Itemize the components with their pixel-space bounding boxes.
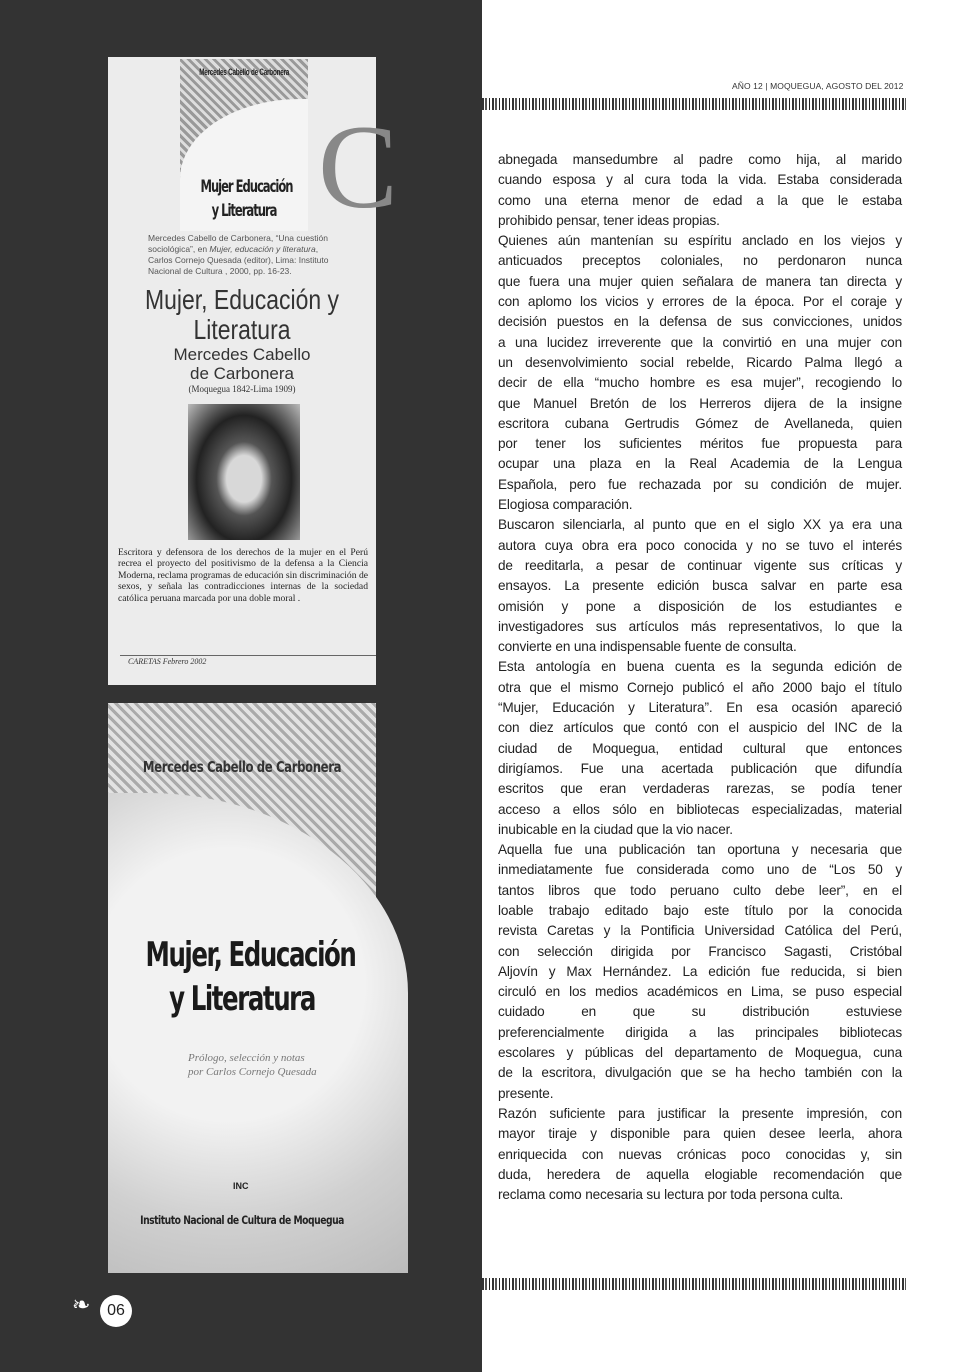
text-line: otra que el mismo Cornejo publicó el año 2000 bajo el título (498, 679, 902, 695)
paragraph (498, 515, 902, 657)
text-line: que Manuel Bretón de los Herreros dijera de la insigne (498, 395, 902, 411)
paragraph (498, 231, 902, 515)
text-line: prohibido pensar, tener ideas propias. (498, 212, 720, 228)
text-line: de reeditarla, a pesar de continuar vigente sus críticas y (498, 557, 902, 573)
text-line: cuando esposa y al cura toda la vida. Estaba considerada (498, 172, 902, 188)
book-title-line: Literatura (193, 314, 291, 345)
paragraph (498, 150, 902, 231)
text-line: dirigíamos. Fue una acertada publicación que difundía (498, 760, 902, 776)
text-line: autora cuya obra era poco conocida y no se tuvo el interés (498, 537, 902, 553)
thumb-title: y Literatura (211, 201, 277, 221)
text-line: Esta antología en buena cuenta es la segunda edición de (498, 659, 902, 675)
book-cover-thumbnail (180, 59, 308, 231)
text-line: por tener los suficientes méritos fue propuesta para (498, 436, 902, 452)
text-line: abnegada mansedumbre al padre como hija, al marido (498, 152, 902, 167)
text-line: “Mujer, Educación y Literatura”. En esa ocasión apareció (498, 700, 902, 716)
cover-illustration (108, 793, 408, 1273)
caption-text: Mercedes Cabello de Carbonera, “Una cuestión sociológica”, en (148, 233, 329, 254)
text-line: con diez artículos que contó con el auspicio del INC de la (498, 720, 902, 736)
text-line: a una lucidez irreverente que la convirtió en una mujer con (498, 334, 902, 350)
thumb-author: Mercedes Cabello de Carbonera (199, 67, 290, 77)
text-line: preferencialmente dirigida a las principales bibliotecas (498, 1024, 902, 1040)
book-title-line: Mujer, Educación y (144, 284, 339, 315)
text-line: tantos libros que todo peruano culto debe leer”, en el (498, 882, 902, 898)
issue-header: AÑO 12 | MOQUEGUA, AGOSTO DEL 2012 (732, 81, 904, 91)
caption-text: , Carlos Cornejo Quesada (editor), Lima: Instituto Nacional de Cultura , 2000, pp. 16-23. (148, 244, 329, 276)
frog-icon: ❧ (72, 1292, 91, 1317)
text-line: reclama como necesaria su lectura por toda persona culta. (498, 1187, 844, 1203)
thumb-title: Mujer Educación (200, 177, 293, 197)
text-line: inmediatamente fue considerada como uno de “Los 50 y (498, 862, 902, 878)
text-line: ocupar una plaza en la Real Academia de la Lengua (498, 456, 902, 472)
text-line: Razón suficiente para justificar la presente impresión, con (498, 1105, 902, 1121)
text-line: con selección dirigida por Francisco Sagasti, Cristóbal (498, 943, 902, 959)
inc-logo: INC (233, 1181, 249, 1191)
book-author-line: de Carbonera (190, 364, 294, 383)
text-line: de la escritora, divulgación que se ha hecho también con la (498, 1065, 902, 1081)
text-line: Aljovín y Max Hernández. La edición fue reducida, si bien (498, 963, 902, 979)
text-line: ensayos. La presente edición busca salvar en parte esa (498, 578, 902, 594)
citation-caption (148, 233, 343, 277)
text-line: decisión puestos en la defensa de sus convicciones, unidos (498, 314, 902, 330)
text-line: que fuera una mujer quien señalara de manera tan directa y (498, 273, 902, 289)
book-cover-image (108, 703, 376, 1262)
text-line: un desenvolvimiento social rebelde, Ricardo Palma llegó a (498, 354, 902, 370)
author-portrait (188, 404, 300, 540)
book-author-line: Mercedes Cabello (173, 345, 311, 364)
book-title (132, 285, 352, 345)
cover-title: y Literatura (169, 979, 315, 1019)
text-line: enriquecida con nuevas crónicas poco conocidas y, sin (498, 1146, 902, 1162)
cover-subtitle-line: por Carlos Cornejo Quesada (188, 1066, 317, 1078)
book-author (108, 345, 376, 383)
paragraph (498, 657, 902, 840)
divider (120, 655, 376, 656)
text-line: duda, heredera de aquella elogiable recomendación que (498, 1166, 902, 1182)
text-line: circuló en los medios académicos en Lima, se puso especial (498, 984, 902, 1000)
text-line: omisión y pone a disposición de los estudiantes e (498, 598, 902, 614)
text-line: Española, pero fue rechazada por su condición de mujer. (498, 476, 902, 492)
text-line: acceso a ellos sólo en bibliotecas especializadas, material (498, 801, 902, 817)
text-line: con aplomo los vicios y errores de la época. Por el coraje y (498, 294, 902, 310)
text-line: investigadores sus artículos más representativos, lo que la (498, 618, 902, 634)
cover-subtitle-line: Prólogo, selección y notas (188, 1052, 305, 1064)
decorative-letter: C (318, 100, 399, 233)
cover-subtitle (188, 1051, 317, 1079)
caption-book-title: Mujer, educación y literatura (209, 244, 316, 254)
text-line: Quienes aún mantenían su espíritu anclado en los viejos y (498, 233, 902, 249)
text-line: decir de ella “mucho hombre es esa mujer”, recogiendo lo (498, 375, 902, 391)
text-line: loable trabajo editado bajo este título por la conocida (498, 902, 902, 918)
clipping-source: CARETAS Febrero 2002 (128, 657, 207, 666)
cover-author: Mercedes Cabello de Carbonera (142, 758, 342, 776)
text-line: escritos que eran verdaderas rarezas, se podía tener (498, 781, 902, 797)
text-line: cuidado en que su distribución estuviese (498, 1004, 902, 1020)
page-number: 06 (100, 1295, 132, 1327)
decorative-border-bottom (482, 1278, 906, 1290)
text-line: convierte en una indispensable fuente de consulta. (498, 639, 797, 655)
paragraph (498, 840, 902, 1104)
cover-publisher: Instituto Nacional de Cultura de Moquegua (140, 1213, 344, 1227)
author-dates: (Moquegua 1842-Lima 1909) (188, 384, 296, 394)
text-line: mayor tiraje y disponible para quien desee leerla, ahora (498, 1126, 902, 1142)
text-line: Elogiosa comparación. (498, 497, 633, 513)
clipping-image (108, 57, 399, 685)
clipping-description: Escritora y defensora de los derechos de la mujer en el Perú recrea el proyecto del positivismo de la defensa a la Ciencia Moderna, reclama programas de educación sin discriminación de sexos, y señala las contradicciones internas de la sociedad católica peruana marcada por una doble moral . (118, 547, 368, 604)
paragraph (498, 1104, 902, 1205)
text-line: escolares y públicas del departamento de Moquegua, cuna (498, 1045, 902, 1061)
text-line: Buscaron silenciarla, al punto que en el siglo XX ya era una (498, 517, 902, 533)
article-body (498, 150, 902, 1205)
cover-title: Mujer, Educación (145, 935, 356, 975)
text-line: anticuados preceptos coloniales, no perdonaron nunca (498, 253, 902, 269)
decorative-border-top (482, 98, 906, 110)
text-line: Aquella fue una publicación tan oportuna y necesaria que (498, 842, 902, 858)
text-line: escritora cubana Gertrudis Gómez de Avellaneda, quien (498, 415, 902, 431)
text-line: inubicable en la ciudad que la vio nacer. (498, 821, 733, 837)
text-line: presente. (498, 1085, 554, 1101)
text-line: revista Caretas y la Pontificia Universidad Católica del Perú, (498, 923, 902, 939)
text-line: como una eterna menor de edad a la que le estaba (498, 192, 902, 208)
text-line: ciudad de Moquegua, entidad cultural que entonces (498, 740, 902, 756)
